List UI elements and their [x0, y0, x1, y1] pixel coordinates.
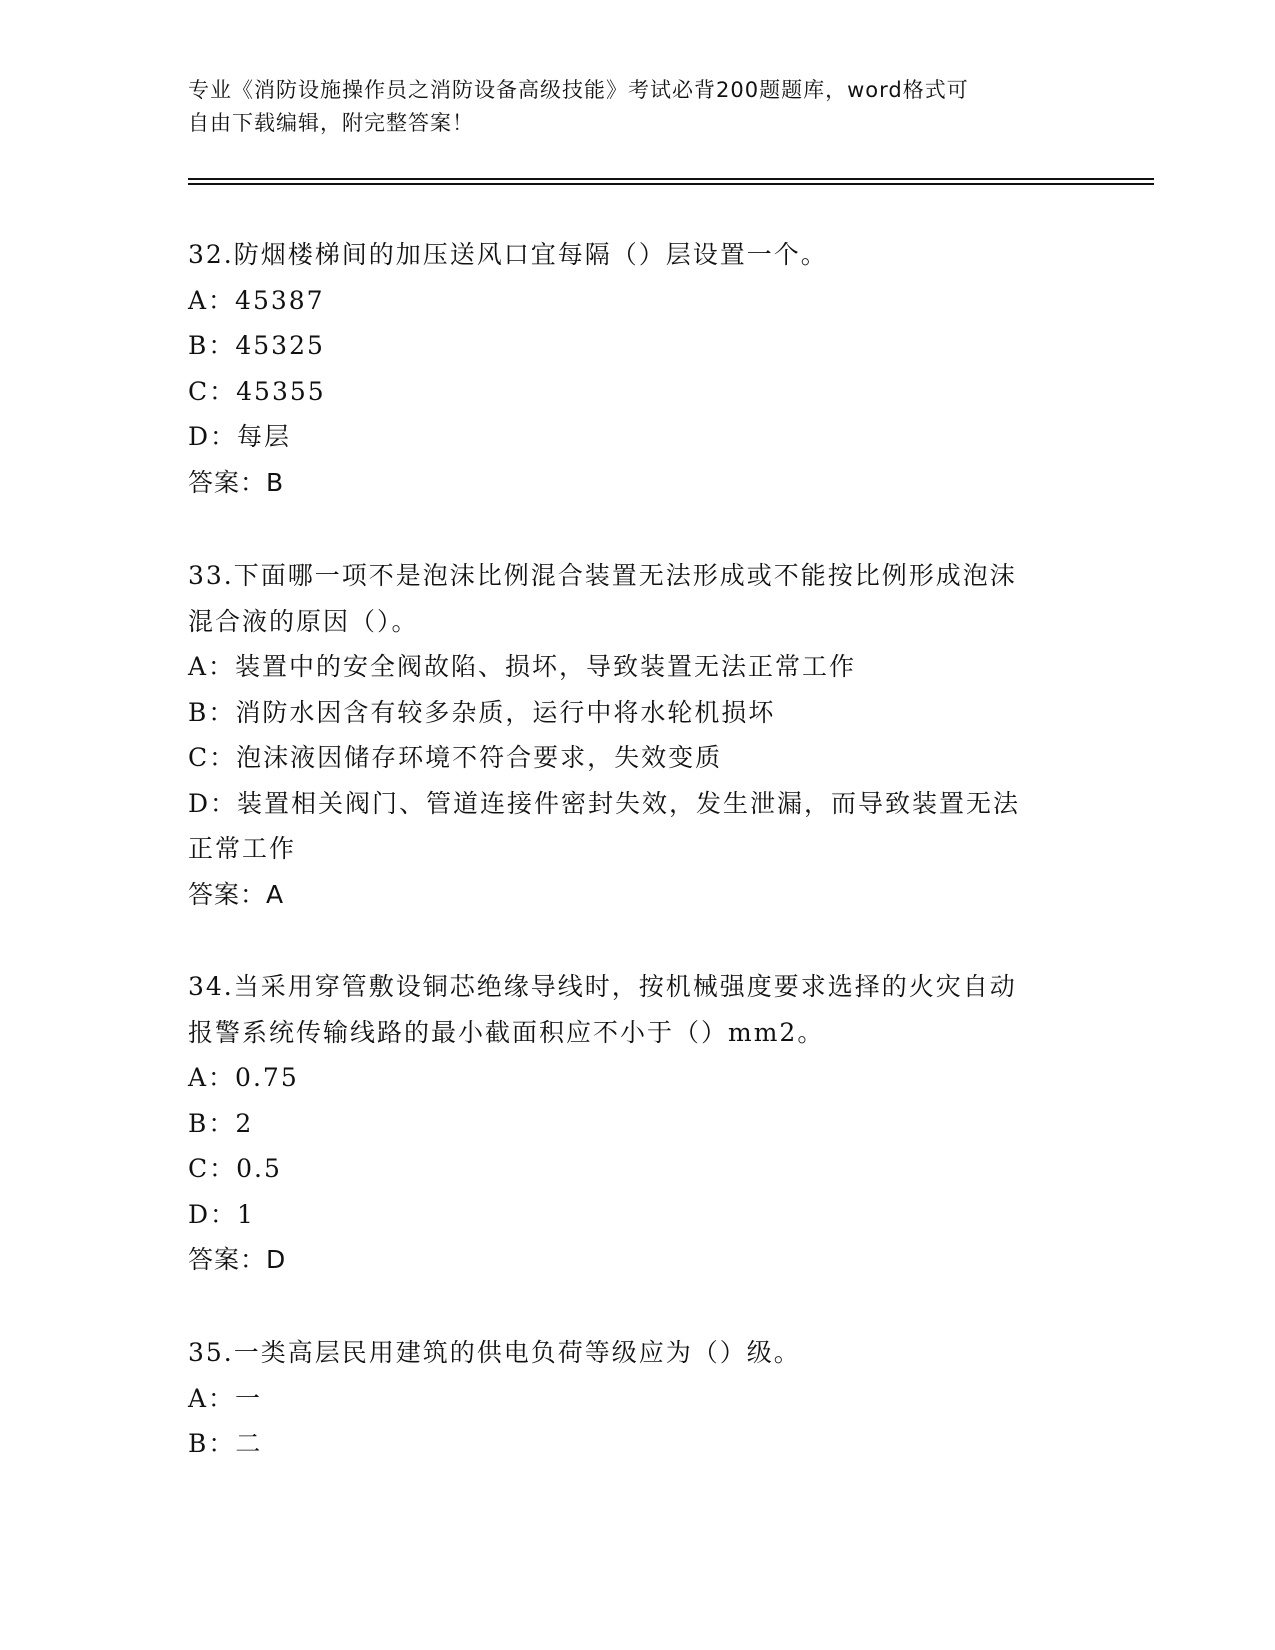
header-divider-top: [188, 178, 1154, 180]
question-35: [188, 1330, 1088, 1467]
option-a: A：一: [188, 1383, 263, 1413]
question-34: [188, 964, 1088, 1283]
option-b: B：二: [188, 1429, 263, 1458]
option-a: A：装置中的安全阀故陷、损坏，导致装置无法正常工作: [188, 652, 857, 681]
header-divider-bottom: [188, 183, 1154, 185]
question-stem-continued: 报警系统传输线路的最小截面积应不小于（）mm2。: [188, 1017, 825, 1047]
option-c: C：45355: [188, 376, 326, 406]
option-b: B：45325: [188, 331, 325, 360]
question-32: [188, 232, 1088, 505]
option-b: B：消防水因含有较多杂质，运行中将水轮机损坏: [188, 697, 776, 727]
option-b: B：2: [188, 1108, 254, 1138]
option-a: A：0.75: [188, 1063, 299, 1092]
document-header: [188, 74, 1088, 140]
answer: 答案：D: [188, 1245, 287, 1274]
question-stem: 33.下面哪一项不是泡沫比例混合装置无法形成或不能按比例形成泡沫: [188, 561, 1017, 590]
option-c: C：泡沫液因储存环境不符合要求，失效变质: [188, 743, 723, 772]
header-line-2: 自由下载编辑，附完整答案！: [188, 111, 474, 135]
question-stem: 34.当采用穿管敷设铜芯绝缘导线时，按机械强度要求选择的火灾自动: [188, 972, 1017, 1001]
question-33: [188, 553, 1088, 917]
answer: 答案：A: [188, 879, 285, 909]
header-line-1: 专业《消防设施操作员之消防设备高级技能》考试必背200题题库，word格式可: [188, 78, 969, 102]
question-stem-continued: 混合液的原因（）。: [188, 606, 419, 636]
answer: 答案：B: [188, 467, 285, 497]
option-c: C：0.5: [188, 1154, 282, 1183]
option-d: D：装置相关阀门、管道连接件密封失效，发生泄漏，而导致装置无法: [188, 788, 1021, 818]
question-stem: 32.防烟楼梯间的加压送风口宜每隔（）层设置一个。: [188, 240, 828, 269]
option-d: D：每层: [188, 422, 292, 451]
option-d: D：1: [188, 1199, 255, 1229]
option-d-continued: 正常工作: [188, 834, 297, 863]
question-stem: 35.一类高层民用建筑的供电负荷等级应为（）级。: [188, 1338, 801, 1367]
option-a: A：45387: [188, 285, 325, 315]
